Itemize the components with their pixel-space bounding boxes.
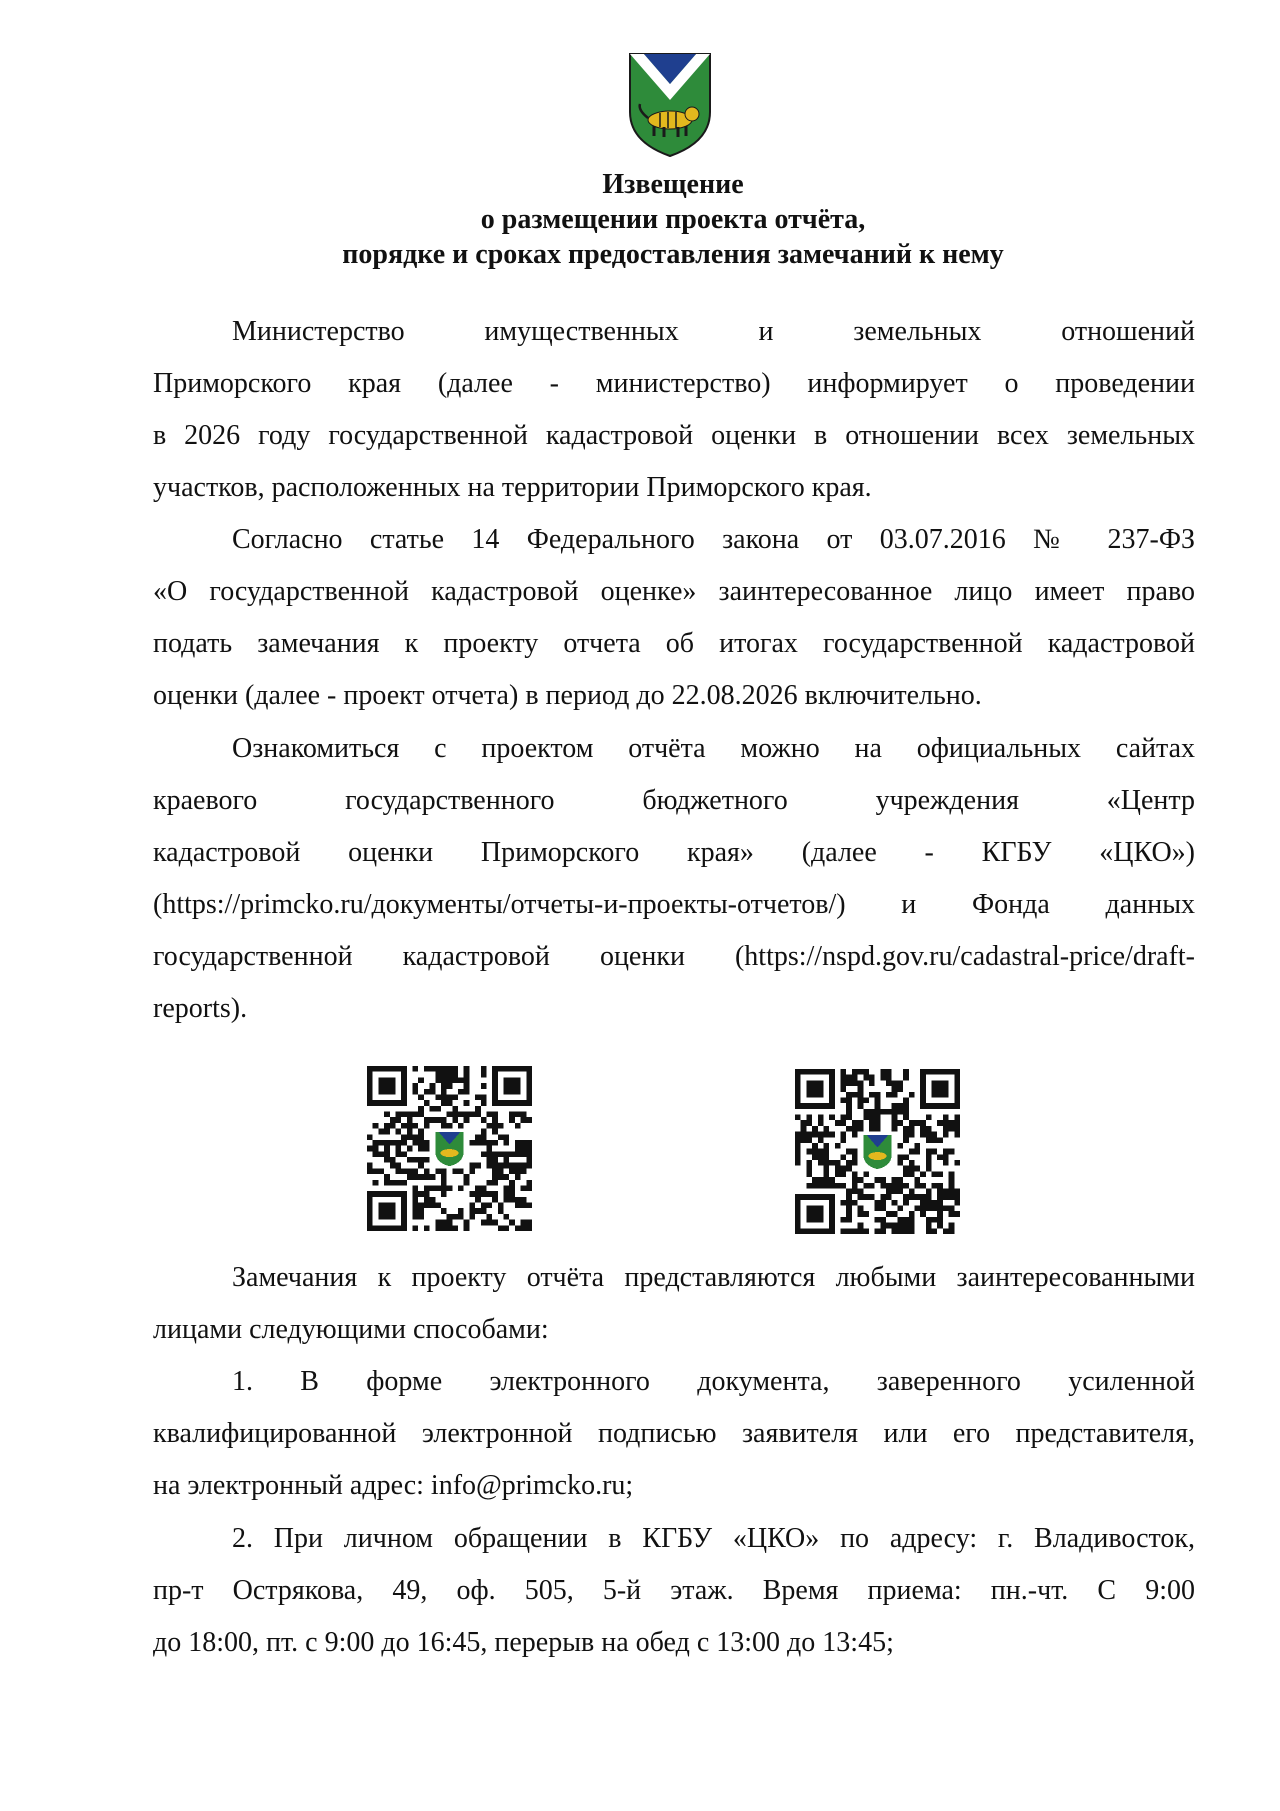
notice-heading <box>0 167 1280 272</box>
text-line: участков, расположенных на территории Приморского края. <box>153 472 872 503</box>
text-line: краевого государственного бюджетного учреждения «Центр <box>153 785 1195 816</box>
text-line: 1. В форме электронного документа, заверенного усиленной <box>232 1366 1195 1397</box>
paragraph-method-email <box>153 1356 1195 1512</box>
text-line: государственной кадастровой оценки (https://nspd.gov.ru/cadastral-price/draft- <box>153 941 1195 972</box>
text-line: в 2026 году государственной кадастровой оценки в отношении всех земельных <box>153 420 1195 451</box>
text-line: оценки (далее - проект отчета) в период до 22.08.2026 включительно. <box>153 680 982 711</box>
coat-of-arms-icon <box>626 50 714 160</box>
text-line: лицами следующими способами: <box>153 1314 549 1345</box>
text-line: Ознакомиться с проектом отчёта можно на официальных сайтах <box>232 733 1195 764</box>
text-line: «О государственной кадастровой оценке» заинтересованное лицо имеет право <box>153 576 1195 607</box>
qr-code-nspd-icon <box>795 1069 960 1234</box>
text-line: до 18:00, пт. с 9:00 до 16:45, перерыв на обед с 13:00 до 13:45; <box>153 1627 894 1658</box>
text-line: (https://primcko.ru/документы/отчеты-и-проекты-отчетов/) и Фонда данных <box>153 889 1195 920</box>
text-line: на электронный адрес: info@primcko.ru; <box>153 1470 634 1501</box>
text-line: reports). <box>153 993 248 1024</box>
notice-title: Извещение <box>602 169 744 200</box>
text-line: Министерство имущественных и земельных отношений <box>232 316 1195 347</box>
paragraph-method-in-person <box>153 1513 1195 1669</box>
notice-subtitle-line-1: о размещении проекта отчёта, <box>480 204 866 235</box>
text-line: кадастровой оценки Приморского края» (далее - КГБУ «ЦКО») <box>153 837 1195 868</box>
qr-code-primcko-icon <box>367 1066 532 1231</box>
text-line: подать замечания к проекту отчета об итогах государственной кадастровой <box>153 628 1195 659</box>
text-line: Замечания к проекту отчёта представляются любыми заинтересованными <box>232 1262 1195 1293</box>
text-line: Согласно статье 14 Федерального закона от 03.07.2016 № 237-ФЗ <box>232 524 1195 555</box>
paragraph-ministry-info <box>153 306 1195 514</box>
paragraph-law-reference <box>153 514 1195 722</box>
text-line: пр-т Острякова, 49, оф. 505, 5-й этаж. Время приема: пн.-чт. С 9:00 <box>153 1575 1195 1606</box>
paragraph-report-websites <box>153 723 1195 1035</box>
text-line: 2. При личном обращении в КГБУ «ЦКО» по адресу: г. Владивосток, <box>232 1523 1195 1554</box>
text-line: Приморского края (далее - министерство) информирует о проведении <box>153 368 1195 399</box>
text-line: квалифицированной электронной подписью заявителя или его представителя, <box>153 1418 1195 1449</box>
paragraph-comments-intro <box>153 1252 1195 1356</box>
notice-subtitle-line-2: порядке и сроках предоставления замечаний к нему <box>342 239 1004 270</box>
